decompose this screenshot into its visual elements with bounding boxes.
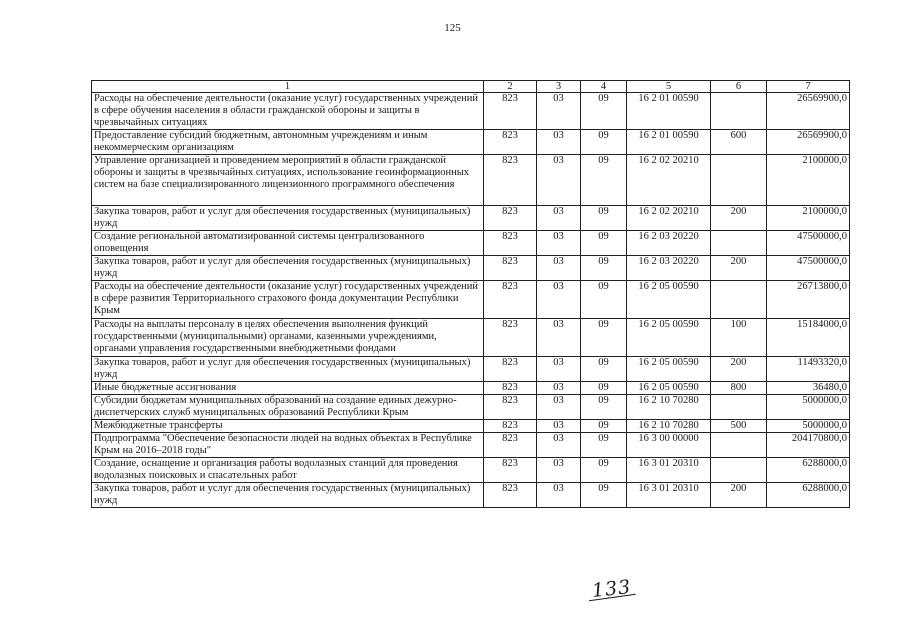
target-article-code: 16 2 02 20210 xyxy=(627,206,711,231)
target-article-code: 16 2 03 20220 xyxy=(627,256,711,281)
section-code: 03 xyxy=(537,231,581,256)
expense-type-code: 100 xyxy=(711,319,767,357)
expense-name: Межбюджетные трансферты xyxy=(92,420,484,433)
expense-name: Подпрограмма "Обеспечение безопасности людей на водных объектах в Республике Крым на 2016–2018 годы" xyxy=(92,433,484,458)
ministry-code: 823 xyxy=(484,155,537,206)
expense-name: Иные бюджетные ассигнования xyxy=(92,382,484,395)
target-article-code: 16 2 05 00590 xyxy=(627,357,711,382)
subsection-code: 09 xyxy=(581,357,627,382)
amount: 2100000,0 xyxy=(767,155,850,206)
expense-type-code: 200 xyxy=(711,483,767,508)
amount: 26569900,0 xyxy=(767,93,850,130)
subsection-code: 09 xyxy=(581,420,627,433)
subsection-code: 09 xyxy=(581,319,627,357)
section-code: 03 xyxy=(537,357,581,382)
subsection-code: 09 xyxy=(581,130,627,155)
table-row xyxy=(92,231,850,256)
header-cell: 7 xyxy=(767,81,850,93)
section-code: 03 xyxy=(537,206,581,231)
header-cell: 1 xyxy=(92,81,484,93)
target-article-code: 16 3 01 20310 xyxy=(627,483,711,508)
ministry-code: 823 xyxy=(484,93,537,130)
section-code: 03 xyxy=(537,130,581,155)
section-code: 03 xyxy=(537,281,581,319)
header-cell: 2 xyxy=(484,81,537,93)
expense-type-code: 200 xyxy=(711,357,767,382)
amount: 5000000,0 xyxy=(767,420,850,433)
amount: 26569900,0 xyxy=(767,130,850,155)
section-code: 03 xyxy=(537,433,581,458)
expense-name: Закупка товаров, работ и услуг для обеспечения государственных (муниципальных) нужд xyxy=(92,206,484,231)
expense-name: Управление организацией и проведением мероприятий в области гражданской обороны и защиты в чрезвычайных ситуациях, использование геоинформационных систем на базе специализированного лицензионного программного обеспечения xyxy=(92,155,484,206)
ministry-code: 823 xyxy=(484,281,537,319)
header-row xyxy=(92,81,850,93)
header-cell: 6 xyxy=(711,81,767,93)
amount: 11493320,0 xyxy=(767,357,850,382)
subsection-code: 09 xyxy=(581,256,627,281)
handwritten-page-number: 133 xyxy=(590,576,633,602)
table-row xyxy=(92,433,850,458)
subsection-code: 09 xyxy=(581,483,627,508)
target-article-code: 16 2 02 20210 xyxy=(627,155,711,206)
subsection-code: 09 xyxy=(581,206,627,231)
expense-type-code xyxy=(711,93,767,130)
table-row xyxy=(92,458,850,483)
header-cell: 4 xyxy=(581,81,627,93)
expense-type-code xyxy=(711,155,767,206)
section-code: 03 xyxy=(537,458,581,483)
expense-type-code xyxy=(711,458,767,483)
section-code: 03 xyxy=(537,483,581,508)
ministry-code: 823 xyxy=(484,458,537,483)
expense-name: Создание, оснащение и организация работы водолазных станций для проведения водолазных поисковых и спасательных работ xyxy=(92,458,484,483)
subsection-code: 09 xyxy=(581,458,627,483)
amount: 26713800,0 xyxy=(767,281,850,319)
subsection-code: 09 xyxy=(581,93,627,130)
subsection-code: 09 xyxy=(581,231,627,256)
expense-type-code xyxy=(711,395,767,420)
amount: 204170800,0 xyxy=(767,433,850,458)
table-row xyxy=(92,256,850,281)
ministry-code: 823 xyxy=(484,433,537,458)
ministry-code: 823 xyxy=(484,130,537,155)
expense-type-code: 600 xyxy=(711,130,767,155)
page-number: 125 xyxy=(444,22,461,34)
header-cell: 5 xyxy=(627,81,711,93)
target-article-code: 16 3 01 20310 xyxy=(627,458,711,483)
expense-name: Создание региональной автоматизированной системы централизованного оповещения xyxy=(92,231,484,256)
table-row xyxy=(92,382,850,395)
table-row xyxy=(92,93,850,130)
expense-name: Субсидии бюджетам муниципальных образований на создание единых дежурно-диспетчерских служб муниципальных образований Республики Крым xyxy=(92,395,484,420)
expense-type-code xyxy=(711,433,767,458)
expense-type-code xyxy=(711,231,767,256)
ministry-code: 823 xyxy=(484,231,537,256)
amount: 47500000,0 xyxy=(767,231,850,256)
budget-table xyxy=(91,80,850,508)
subsection-code: 09 xyxy=(581,382,627,395)
ministry-code: 823 xyxy=(484,319,537,357)
ministry-code: 823 xyxy=(484,483,537,508)
amount: 6288000,0 xyxy=(767,458,850,483)
section-code: 03 xyxy=(537,382,581,395)
subsection-code: 09 xyxy=(581,281,627,319)
expense-type-code xyxy=(711,281,767,319)
ministry-code: 823 xyxy=(484,206,537,231)
table-row xyxy=(92,155,850,206)
expense-name: Закупка товаров, работ и услуг для обеспечения государственных (муниципальных) нужд xyxy=(92,357,484,382)
expense-name: Расходы на выплаты персоналу в целях обеспечения выполнения функций государственными (муниципальными) органами, казенными учреждениями, органами управления государственными внебюджетными фондами xyxy=(92,319,484,357)
table-row xyxy=(92,281,850,319)
header-cell: 3 xyxy=(537,81,581,93)
expense-type-code: 200 xyxy=(711,206,767,231)
target-article-code: 16 2 10 70280 xyxy=(627,395,711,420)
subsection-code: 09 xyxy=(581,395,627,420)
expense-type-code: 200 xyxy=(711,256,767,281)
table-row xyxy=(92,420,850,433)
subsection-code: 09 xyxy=(581,155,627,206)
table-row xyxy=(92,206,850,231)
target-article-code: 16 2 01 00590 xyxy=(627,130,711,155)
expense-name: Закупка товаров, работ и услуг для обеспечения государственных (муниципальных) нужд xyxy=(92,483,484,508)
expense-name: Закупка товаров, работ и услуг для обеспечения государственных (муниципальных) нужд xyxy=(92,256,484,281)
target-article-code: 16 2 05 00590 xyxy=(627,281,711,319)
subsection-code: 09 xyxy=(581,433,627,458)
table-row xyxy=(92,357,850,382)
amount: 5000000,0 xyxy=(767,395,850,420)
amount: 47500000,0 xyxy=(767,256,850,281)
target-article-code: 16 2 10 70280 xyxy=(627,420,711,433)
section-code: 03 xyxy=(537,93,581,130)
target-article-code: 16 2 05 00590 xyxy=(627,382,711,395)
expense-type-code: 800 xyxy=(711,382,767,395)
target-article-code: 16 3 00 00000 xyxy=(627,433,711,458)
amount: 15184000,0 xyxy=(767,319,850,357)
target-article-code: 16 2 01 00590 xyxy=(627,93,711,130)
ministry-code: 823 xyxy=(484,256,537,281)
expense-type-code: 500 xyxy=(711,420,767,433)
table-row xyxy=(92,130,850,155)
expense-name: Предоставление субсидий бюджетным, автономным учреждениям и иным некоммерческим организациям xyxy=(92,130,484,155)
ministry-code: 823 xyxy=(484,382,537,395)
ministry-code: 823 xyxy=(484,395,537,420)
expense-name: Расходы на обеспечение деятельности (оказание услуг) государственных учреждений в сфере обучения населения в области гражданской обороны и защиты в чрезвычайных ситуациях xyxy=(92,93,484,130)
target-article-code: 16 2 05 00590 xyxy=(627,319,711,357)
section-code: 03 xyxy=(537,256,581,281)
amount: 2100000,0 xyxy=(767,206,850,231)
expense-name: Расходы на обеспечение деятельности (оказание услуг) государственных учреждений в сфере развития Территориального страхового фонда документации Республики Крым xyxy=(92,281,484,319)
table-row xyxy=(92,395,850,420)
section-code: 03 xyxy=(537,319,581,357)
section-code: 03 xyxy=(537,420,581,433)
section-code: 03 xyxy=(537,155,581,206)
amount: 36480,0 xyxy=(767,382,850,395)
amount: 6288000,0 xyxy=(767,483,850,508)
section-code: 03 xyxy=(537,395,581,420)
target-article-code: 16 2 03 20220 xyxy=(627,231,711,256)
ministry-code: 823 xyxy=(484,357,537,382)
table-row xyxy=(92,319,850,357)
table-row xyxy=(92,483,850,508)
ministry-code: 823 xyxy=(484,420,537,433)
